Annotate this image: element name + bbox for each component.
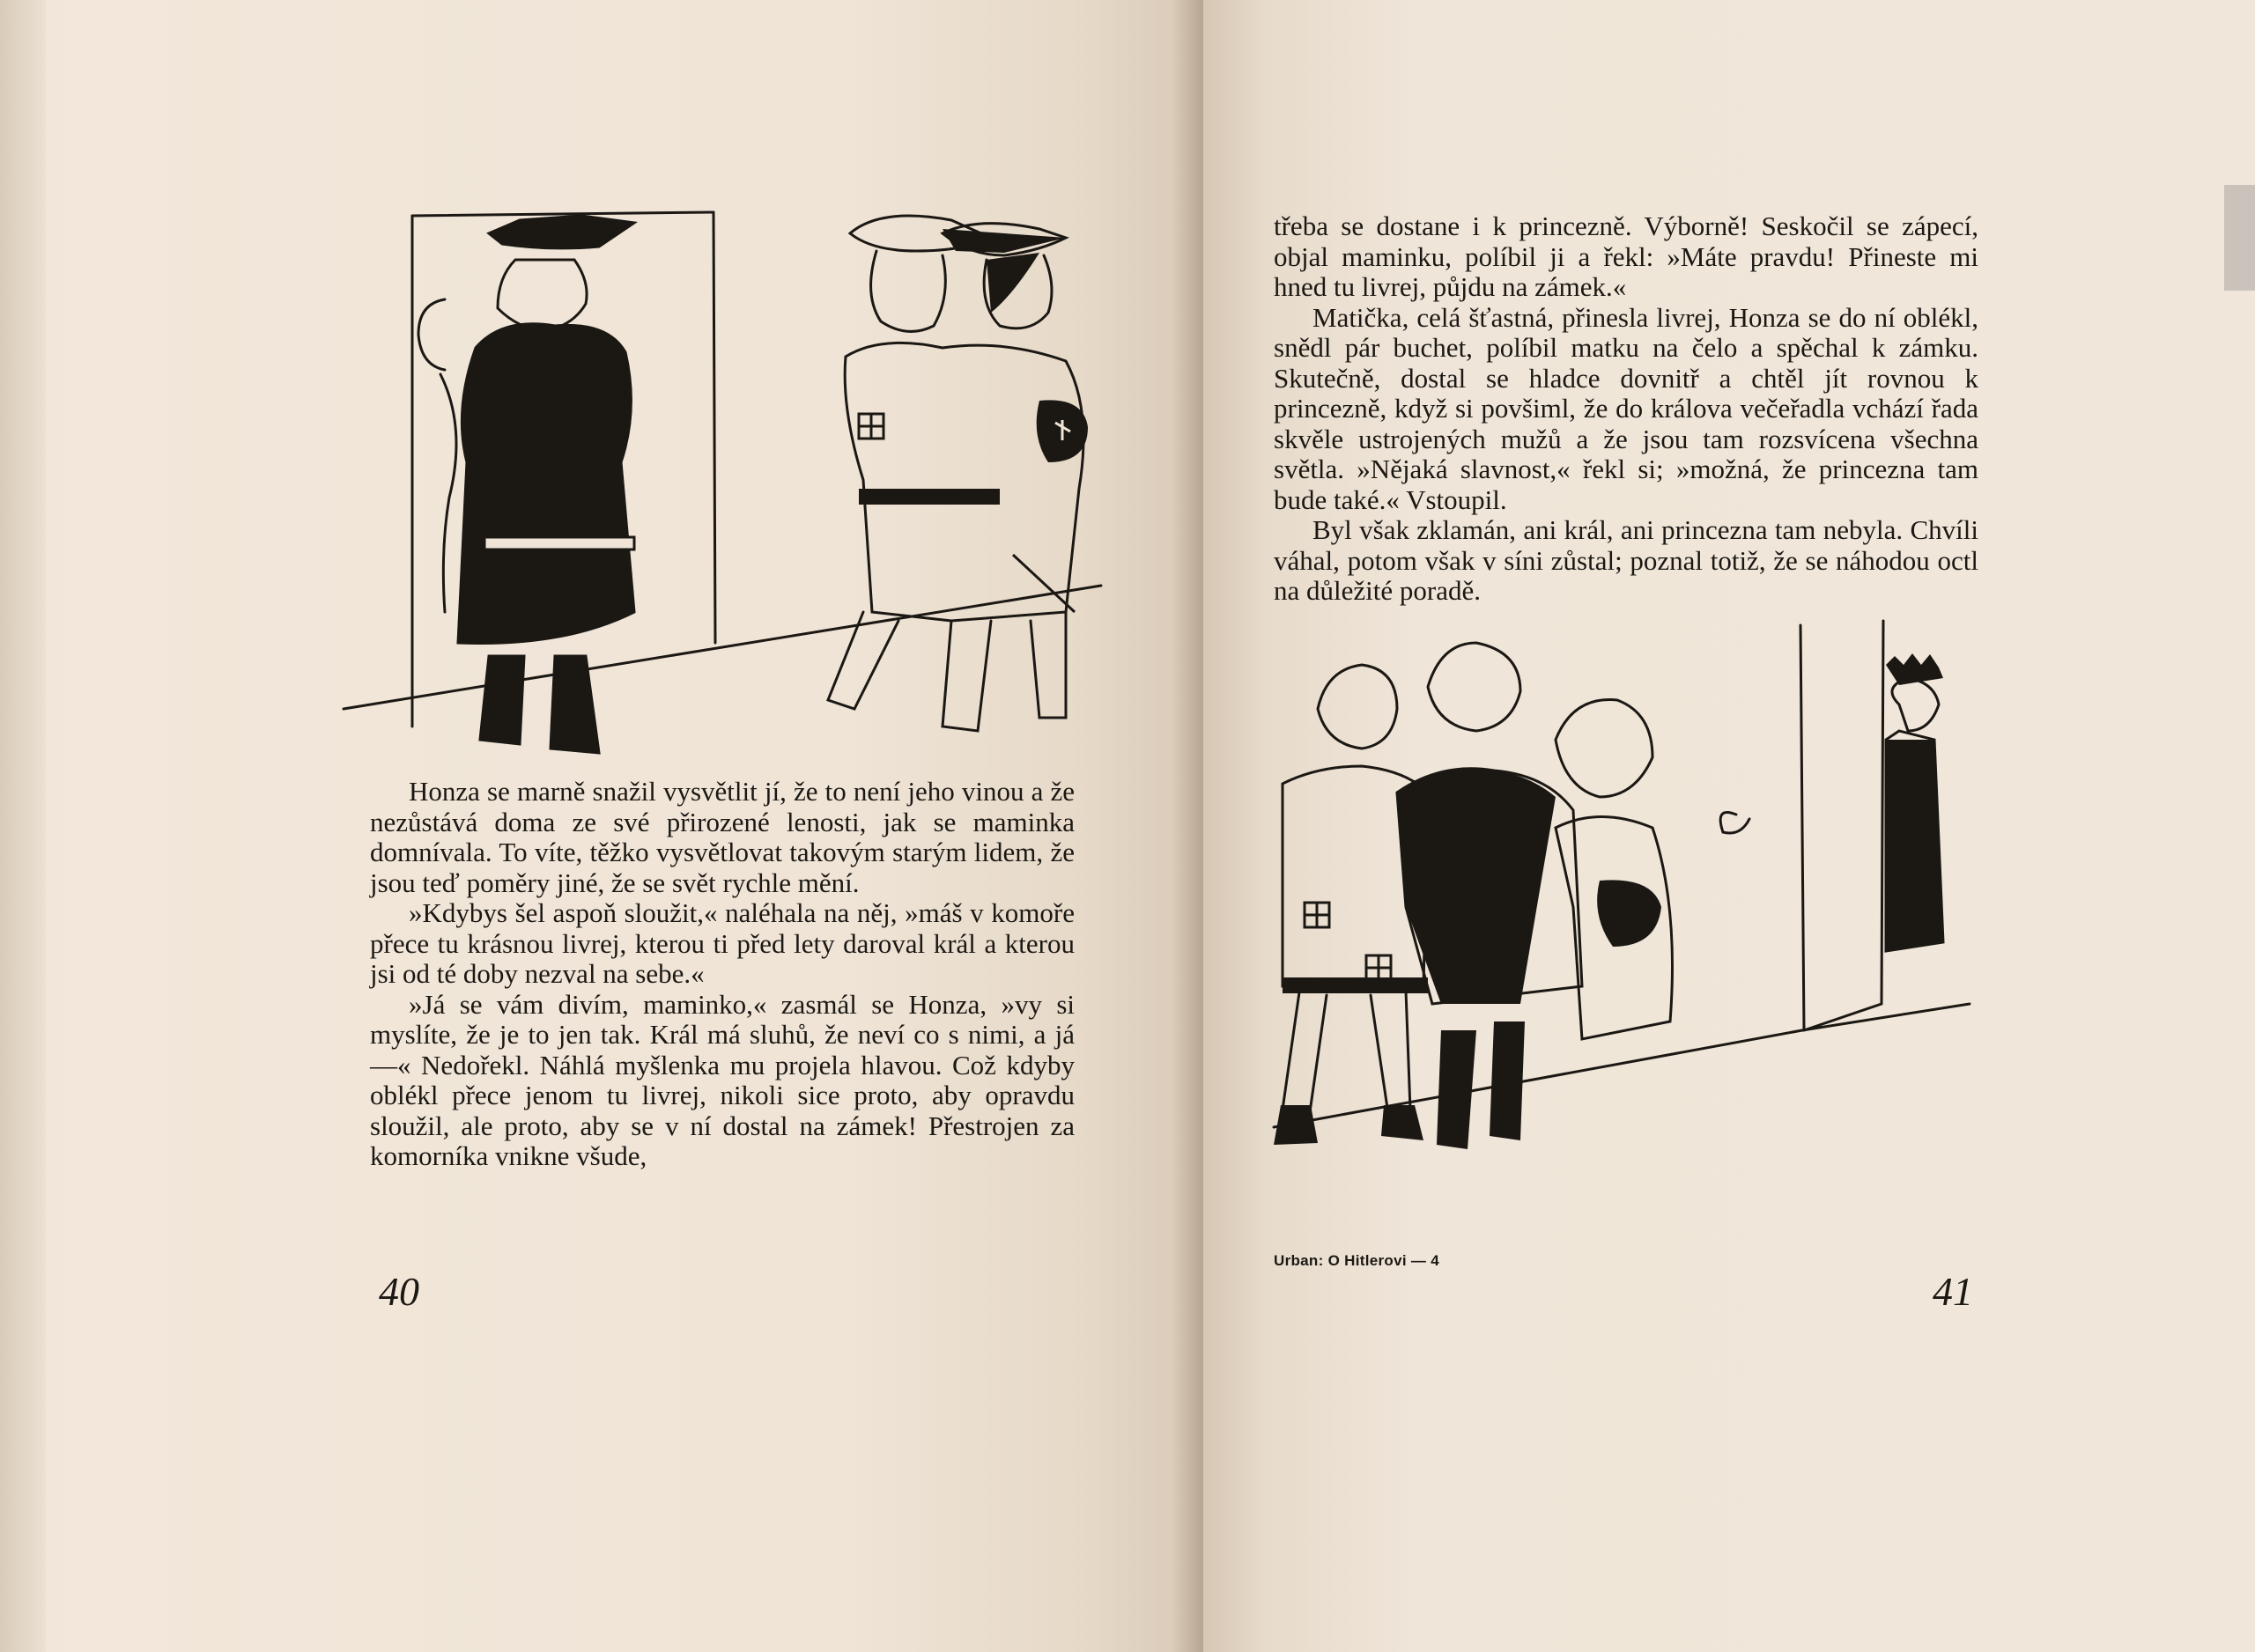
paragraph: třeba se dostane i k princezně. Výborně! Seskočil se zápecí, objal maminku, políbil ji a řekl: »Máte pravdu! Přineste mi hned tu livrej, půjdu na zámek.«	[1274, 210, 1978, 302]
page-edge	[0, 0, 46, 1652]
illustration-meeting-with-boy-peeking	[1265, 616, 2022, 1215]
paragraph: Matička, celá šťastná, přinesla livrej, Honza se do ní oblékl, snědl pár buchet, políbil matku na čelo a spěchal k zámku. Skutečně, dostal se hladce dovnitř a chtěl jít rovnou k princezně, když si povšiml, že do králova večeřadla vchází řada skvěle ustrojených mužů a že jsou tam rozsvícena všechna světla. »Nějaká slavnost,« řekl si; »možná, že princezna tam bude také.« Vstoupil.	[1274, 301, 1978, 515]
paragraph: »Kdybys šel aspoň sloužit,« naléhala na něj, »máš v komoře přece tu krásnou livrej, kterou ti před lety daroval král a kterou jsi od té doby nezval na sebe.«	[370, 897, 1075, 989]
scan-edge-mark	[2224, 185, 2255, 291]
right-page	[1203, 0, 2255, 1652]
paragraph: »Já se vám divím, maminko,« zasmál se Honza, »vy si myslíte, že je to jen tak. Král má sluhů, že neví co s nimi, a já —« Nedořekl. Náhlá myšlenka mu projela hlavou. Což kdyby oblékl přece jenom tu livrej, nikoli sice proto, aby opravdu sloužil, ale proto, aby se v ní dostal na zámek! Přestrojen za komorníka vnikne všude,	[370, 988, 1075, 1171]
illustration-officers-at-door	[335, 198, 1110, 762]
printer-signature: Urban: O Hitlerovi — 4	[1274, 1252, 1439, 1269]
left-page-text	[370, 777, 1075, 1172]
right-page-text	[1274, 211, 1978, 607]
page-number-right: 41	[1933, 1269, 1973, 1314]
paragraph: Byl však zklamán, ani král, ani princezna tam nebyla. Chvíli váhal, potom však v síni zůstal; poznal totiž, že se náhodou octl na důležité poradě.	[1274, 514, 1978, 606]
page-number-left: 40	[379, 1269, 419, 1314]
paragraph: Honza se marně snažil vysvětlit jí, že to není jeho vinou a že nezůstává doma ze své přirozené lenosti, jak se maminka domnívala. To víte, těžko vysvětlovat takovým starým lidem, že jsou teď poměry jiné, že se svět rychle mění.	[370, 776, 1075, 898]
